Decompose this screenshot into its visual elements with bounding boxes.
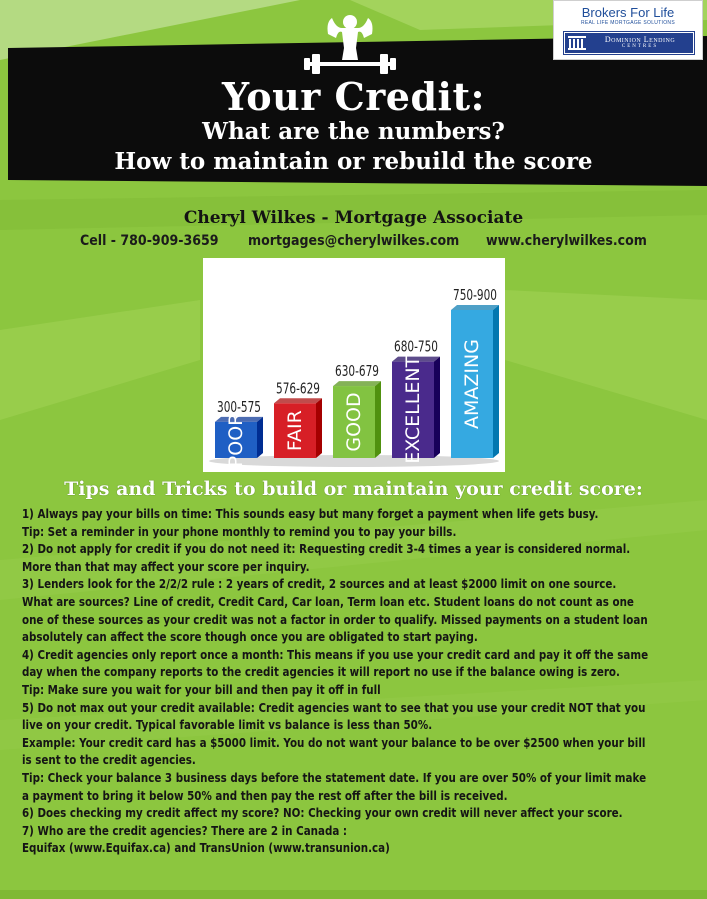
range-label: 750-900 bbox=[453, 287, 497, 305]
bar-side bbox=[434, 357, 440, 458]
bar-side bbox=[375, 381, 381, 458]
bar-label: FAIR bbox=[284, 410, 306, 452]
bar-label: EXCELLENT bbox=[402, 355, 424, 464]
tip-line: 4) Credit agencies only report once a month: This means if you use your credit card and pay it off the same bbox=[22, 647, 649, 662]
tip-line: 3) Lenders look for the 2/2/2 rule : 2 years of credit, 2 sources and at least $2000 limit on one source. bbox=[22, 577, 617, 592]
tip-line: one of these sources as your credit was not a factor in order to qualify. Missed payments on a student loan bbox=[22, 612, 648, 627]
tips-heading: Tips and Tricks to build or maintain your credit score: bbox=[64, 478, 643, 500]
bar-side bbox=[316, 398, 322, 458]
range-label: 630-679 bbox=[335, 363, 379, 381]
tip-line: a payment to bring it below 50% and then pay the rest off after the bill is received. bbox=[22, 788, 508, 803]
tip-line: 7) Who are the credit agencies? There are 2 in Canada : bbox=[22, 823, 348, 838]
tip-line: Tip: Make sure you wait for your bill and then pay it off in full bbox=[22, 682, 381, 697]
tip-line: 5) Do not max out your credit available: Credit agencies want to see that you use your credit NOT that you bbox=[22, 700, 646, 715]
tip-line: day when the company reports to the credit agencies it will report no use if the balance owing is zero. bbox=[22, 665, 620, 680]
page-subtitle-line2: How to maintain or rebuild the score bbox=[114, 148, 593, 175]
tips-list bbox=[22, 506, 704, 858]
tip-line: live on your credit. Typical favorable limit vs balance is less than 50%. bbox=[22, 718, 433, 733]
partner-sub: CENTRES bbox=[621, 44, 659, 49]
tip-line: Tip: Check your balance 3 business days before the statement date. If you are over 50% of your limit make bbox=[22, 770, 647, 785]
range-label: 300-575 bbox=[217, 399, 261, 417]
tip-line: Example: Your credit card has a $5000 limit. You do not want your balance to be over $2500 when your bill bbox=[22, 735, 646, 750]
tip-line: absolutely can affect the score though once you are obligated to start paying. bbox=[22, 630, 478, 645]
credit-score-chart-svg bbox=[203, 258, 505, 472]
agent-website[interactable]: www.cherylwilkes.com bbox=[486, 233, 647, 249]
bar-label: POOR bbox=[225, 412, 247, 468]
tip-line: What are sources? Line of credit, Credit Card, Car loan, Term loan etc. Student loans do not count as one bbox=[22, 594, 634, 609]
bar-label: AMAZING bbox=[461, 339, 483, 429]
agent-email[interactable]: mortgages@cherylwilkes.com bbox=[248, 233, 460, 249]
page-subtitle-line1: What are the numbers? bbox=[202, 118, 505, 145]
bar-side bbox=[493, 305, 499, 458]
agent-cell: Cell - 780-909-3659 bbox=[80, 233, 219, 249]
building-icon bbox=[568, 36, 586, 50]
bar-top bbox=[333, 381, 381, 386]
bar-side bbox=[257, 417, 263, 458]
tip-line: Equifax (www.Equifax.ca) and TransUnion (www.transunion.ca) bbox=[22, 841, 390, 856]
tip-line: Tip: Set a reminder in your phone monthly to remind you to pay your bills. bbox=[22, 524, 457, 539]
tip-line: 1) Always pay your bills on time: This sounds easy but many forget a payment when life gets busy. bbox=[22, 507, 599, 521]
logo-brand: Brokers For Life bbox=[581, 5, 675, 20]
bar-top bbox=[274, 398, 322, 403]
bar-top bbox=[451, 305, 499, 310]
dominion-lending-logo bbox=[564, 32, 694, 54]
range-label: 576-629 bbox=[276, 381, 320, 398]
brokers-for-life-logo bbox=[553, 0, 703, 60]
tip-line: 2) Do not apply for credit if you do not need it: Requesting credit 3-4 times a year is considered normal. bbox=[22, 542, 631, 557]
logo-tagline: REAL LIFE MORTGAGE SOLUTIONS bbox=[581, 20, 675, 26]
page-title: Your Credit: bbox=[221, 74, 486, 119]
bar-amazing bbox=[451, 305, 499, 458]
partner-name: Dominion Lending bbox=[604, 35, 676, 44]
credit-score-chart bbox=[203, 258, 505, 472]
tip-line: is sent to the credit agencies. bbox=[22, 753, 196, 768]
agent-name: Cheryl Wilkes - Mortgage Associate bbox=[183, 208, 524, 228]
bar-excellent bbox=[392, 355, 440, 463]
tip-line: 6) Does checking my credit affect my score? NO: Checking your own credit will never affect your score. bbox=[22, 806, 623, 821]
bar-fair bbox=[274, 398, 322, 458]
range-label: 680-750 bbox=[394, 339, 438, 357]
tip-line: More than that may affect your score per inquiry. bbox=[22, 559, 310, 574]
bar-good bbox=[333, 381, 381, 458]
bar-label: GOOD bbox=[343, 392, 365, 452]
bottom-band bbox=[0, 890, 707, 899]
